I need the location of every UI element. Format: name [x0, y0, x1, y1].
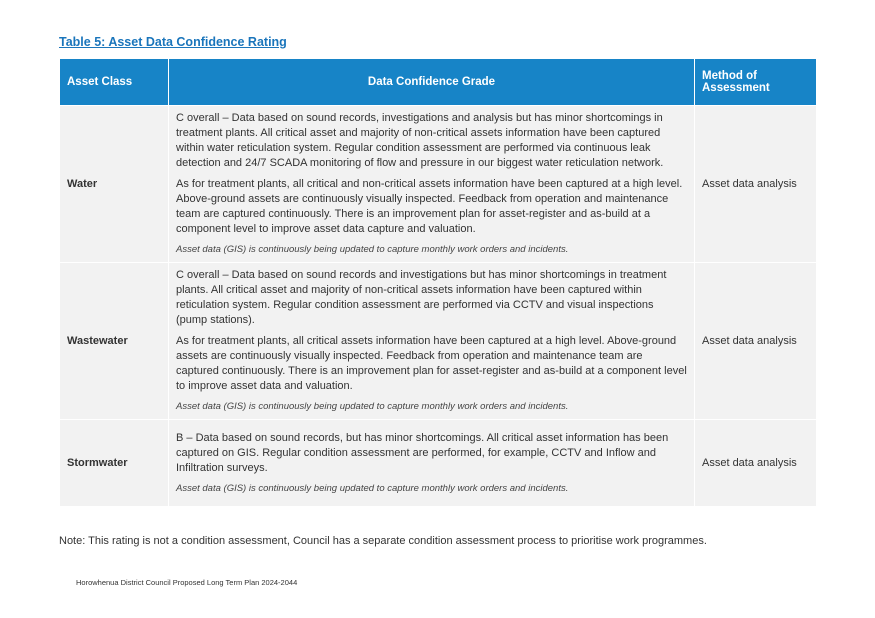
table-row-wastewater [60, 263, 817, 420]
asset-class-cell: Wastewater [60, 263, 169, 420]
method-cell: Asset data analysis [695, 106, 817, 263]
gis-note: Asset data (GIS) is continuously being updated to capture monthly work orders and incidents. [176, 482, 569, 494]
grade-cell [169, 263, 695, 420]
table-caption: Table 5: Asset Data Confidence Rating [59, 35, 287, 49]
table-note: Note: This rating is not a condition assessment, Council has a separate condition assessment process to prioritise work programmes. [59, 535, 707, 547]
asset-class-cell: Water [60, 106, 169, 263]
asset-confidence-table [59, 58, 817, 507]
header-data-confidence-grade: Data Confidence Grade [169, 59, 695, 106]
header-row [60, 59, 817, 106]
grade-paragraph: C overall – Data based on sound records and investigations but has minor shortcomings in treatment plants. All critical asset and majority of non-critical assets information have been captured within reticulation system. Regular condition assessment are performed via CCTV and visual inspections (pump stations). [176, 269, 667, 326]
grade-paragraph: As for treatment plants, all critical assets information have been captured at a high level. Above-ground assets are continuously visually inspected. Feedback from operation and maintenance team are captured continuously. There is an improvement plan for asset-register and as-build at a component level to improve asset data and valuation. [176, 335, 687, 392]
page-footer: Horowhenua District Council Proposed Long Term Plan 2024-2044 [76, 578, 298, 587]
header-method-of-assessment: Method of Assessment [695, 59, 817, 106]
table-row-water [60, 106, 817, 263]
grade-paragraph: B – Data based on sound records, but has minor shortcomings. All critical asset information has been captured on GIS. Regular condition assessment are performed, for example, CCTV and Inflow and Infiltration surveys. [176, 431, 669, 474]
method-cell: Asset data analysis [695, 420, 817, 507]
grade-cell [169, 420, 695, 507]
grade-cell [169, 106, 695, 263]
grade-paragraph: C overall – Data based on sound records, investigations and analysis but has minor shortcomings in treatment plants. All critical asset and majority of non-critical assets information have been captured within water reticulation system. Regular condition assessment are performed via continuous leak detection and 24/7 SCADA monitoring of flow and pressure in our biggest water reticulation network. [176, 112, 664, 169]
asset-class-cell: Stormwater [60, 420, 169, 507]
header-asset-class: Asset Class [60, 59, 169, 106]
grade-paragraph: As for treatment plants, all critical and non-critical assets information have been captured at a high level. Above-ground assets are continuously visually inspected. Feedback from operation and maintenance team are captured continuously. There is an improvement plan for asset-register and as-build at a component level to improve asset data capture and valuation. [176, 178, 683, 235]
gis-note: Asset data (GIS) is continuously being updated to capture monthly work orders and incidents. [176, 401, 569, 412]
table-row-stormwater [60, 420, 817, 507]
method-cell: Asset data analysis [695, 263, 817, 420]
gis-note: Asset data (GIS) is continuously being updated to capture monthly work orders and incidents. [176, 244, 569, 255]
